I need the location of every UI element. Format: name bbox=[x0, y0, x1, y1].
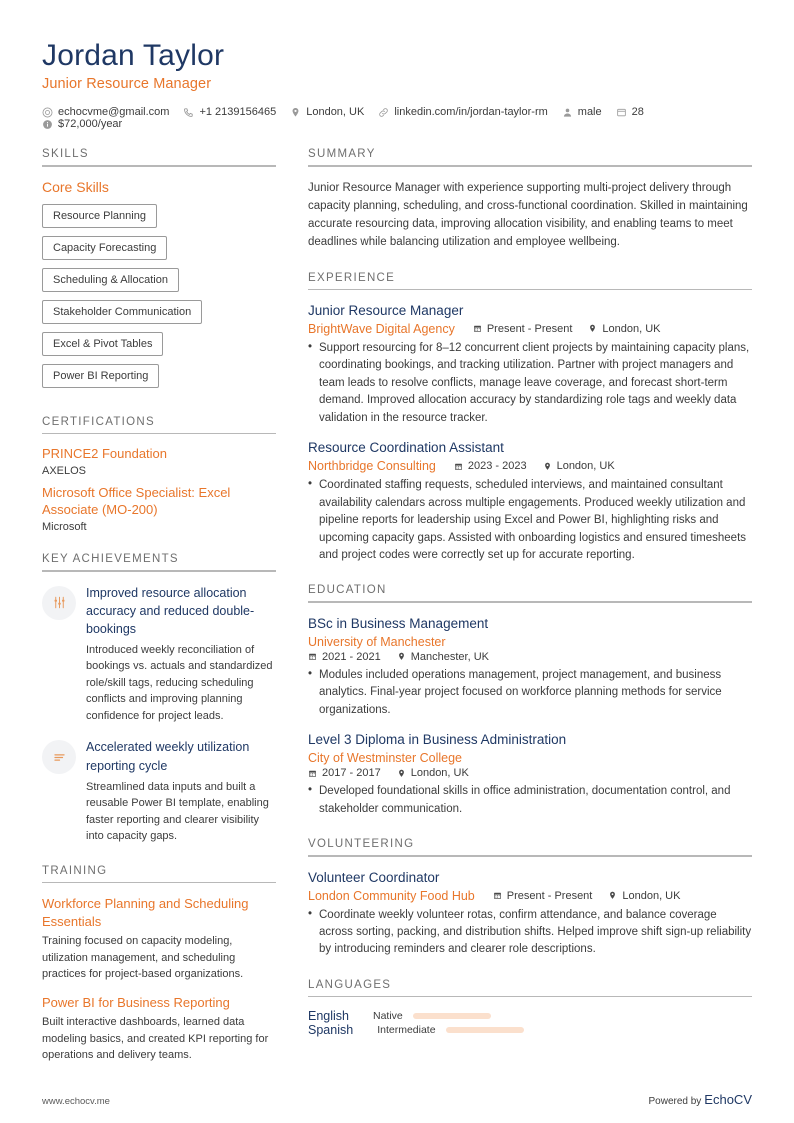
achievement-body bbox=[86, 738, 276, 844]
achievement-description: Streamlined data inputs and built a reusable Power BI template, enabling faster reporting and clearer visibility into capacity gaps. bbox=[86, 780, 269, 843]
language-list bbox=[308, 1009, 752, 1037]
experience-meta bbox=[308, 459, 752, 473]
education-dates bbox=[308, 767, 381, 779]
section-divider bbox=[308, 855, 752, 857]
certification-name: PRINCE2 Foundation bbox=[42, 446, 168, 462]
section-summary-heading: SUMMARY bbox=[308, 148, 376, 161]
section-skills bbox=[42, 148, 276, 396]
experience-organization: BrightWave Digital Agency bbox=[308, 321, 455, 336]
section-summary bbox=[308, 148, 752, 251]
volunteering-organization: London Community Food Hub bbox=[308, 888, 475, 903]
calendar-icon bbox=[493, 891, 502, 900]
footer-powered-by bbox=[648, 1092, 752, 1107]
footer-brand: EchoCV bbox=[704, 1092, 752, 1107]
certification-item bbox=[42, 446, 276, 477]
education-location bbox=[397, 651, 489, 663]
location-pin-icon bbox=[397, 769, 406, 778]
language-item bbox=[308, 1009, 491, 1023]
experience-meta bbox=[308, 322, 752, 336]
experience-entry bbox=[308, 302, 752, 427]
experience-organization: Northbridge Consulting bbox=[308, 459, 436, 474]
contact-email-value: echocvme@gmail.com bbox=[58, 106, 170, 119]
education-entry bbox=[308, 731, 752, 818]
section-key-achievements-heading: KEY ACHIEVEMENTS bbox=[42, 553, 179, 566]
section-skills-heading: SKILLS bbox=[42, 148, 89, 161]
align-left-icon bbox=[52, 750, 67, 765]
education-title: BSc in Business Management bbox=[308, 615, 489, 631]
bullet-item: • Coordinate weekly volunteer rotas, confirm attendance, and balance coverage across sorting, packing, and distribution shifts. Helped improve shift sign-up reliability by introducing reminders and clearer role descriptions. bbox=[308, 907, 752, 959]
experience-location-value: London, UK bbox=[556, 460, 615, 473]
volunteering-bullets bbox=[308, 907, 752, 959]
contact-phone[interactable] bbox=[183, 106, 276, 118]
education-location bbox=[397, 767, 469, 779]
bullet-item: • Support resourcing for 8–12 concurrent client projects by maintaining capacity plans, coordinating bookings, and tracking utilization. Partner with project managers and team leads to resolve conflicts, manage leave coverage, and forecast short-term demand. Improved allocation accuracy by standardizing role tags and weekly data validation in the resource tracker. bbox=[308, 340, 752, 427]
achievement-title: Accelerated weekly utilization reporting cycle bbox=[86, 740, 250, 773]
experience-bullets bbox=[308, 340, 752, 427]
section-divider bbox=[42, 882, 276, 884]
skill-chip: Scheduling & Allocation bbox=[42, 268, 179, 292]
education-location-value: Manchester, UK bbox=[410, 650, 489, 663]
education-dates-value: 2017 - 2017 bbox=[322, 767, 381, 780]
location-pin-icon bbox=[290, 107, 301, 118]
training-name: Workforce Planning and Scheduling Essentials bbox=[42, 896, 249, 929]
certification-issuer: AXELOS bbox=[42, 465, 87, 478]
contact-email[interactable] bbox=[42, 106, 169, 118]
skill-chip: Excel & Pivot Tables bbox=[42, 332, 163, 356]
skill-group-name: Core Skills bbox=[42, 178, 109, 195]
experience-entry bbox=[308, 439, 752, 564]
education-meta bbox=[308, 651, 752, 663]
summary-text: Junior Resource Manager with experience supporting multi-project delivery through capacity planning, scheduling, and cross-functional coordination. Skilled in maintaining accurate resourcing data, improving allocation visibility, and enabling teams to meet deadlines while balancing utilization and employee wellbeing. bbox=[308, 181, 748, 249]
language-proficiency-bar bbox=[446, 1027, 524, 1033]
achievement-item bbox=[42, 738, 276, 844]
training-description: Training focused on capacity modeling, utilization management, and scheduling practices for project-based organizations. bbox=[42, 935, 244, 981]
achievement-title: Improved resource allocation accuracy and reduced double-bookings bbox=[86, 585, 255, 636]
footer-website[interactable]: www.echocv.me bbox=[42, 1096, 110, 1107]
volunteering-location bbox=[608, 890, 680, 902]
skill-chip-list bbox=[42, 204, 276, 396]
bullet-item: • Developed foundational skills in office administration, documentation control, and stakeholder communication. bbox=[308, 783, 752, 818]
volunteering-dates-value: Present - Present bbox=[506, 889, 593, 902]
achievement-icon-badge bbox=[42, 586, 76, 620]
experience-bullets bbox=[308, 477, 752, 564]
volunteering-dates bbox=[493, 890, 593, 902]
sliders-icon bbox=[52, 595, 67, 610]
education-title: Level 3 Diploma in Business Administration bbox=[308, 732, 567, 748]
section-education-heading: EDUCATION bbox=[308, 584, 387, 597]
section-languages bbox=[308, 979, 752, 1038]
contact-gender bbox=[562, 106, 602, 118]
contact-location-value: London, UK bbox=[306, 106, 365, 119]
education-meta bbox=[308, 767, 752, 779]
location-pin-icon bbox=[608, 891, 617, 900]
link-icon bbox=[378, 107, 389, 118]
achievement-description: Introduced weekly reconciliation of bookings vs. actuals and standardized role/skill tags, reducing scheduling conflicts and improving planning confidence for project leads. bbox=[86, 643, 273, 722]
language-item bbox=[308, 1023, 524, 1037]
resume-header bbox=[42, 38, 752, 130]
contact-linkedin[interactable] bbox=[378, 106, 547, 118]
education-location-value: London, UK bbox=[410, 767, 469, 780]
experience-title: Junior Resource Manager bbox=[308, 303, 464, 319]
education-organization: University of Manchester bbox=[308, 634, 446, 649]
section-training bbox=[42, 865, 276, 1064]
achievement-item bbox=[42, 584, 276, 725]
calendar-icon bbox=[308, 652, 317, 661]
contact-location bbox=[290, 106, 364, 118]
volunteering-title: Volunteer Coordinator bbox=[308, 869, 440, 885]
calendar-icon bbox=[454, 462, 463, 471]
section-divider bbox=[42, 570, 276, 572]
contact-age-value: 28 bbox=[631, 106, 644, 119]
language-name: Spanish bbox=[308, 1023, 354, 1038]
experience-title: Resource Coordination Assistant bbox=[308, 440, 504, 456]
volunteering-meta bbox=[308, 889, 752, 903]
skill-chip: Stakeholder Communication bbox=[42, 300, 202, 324]
language-name: English bbox=[308, 1009, 349, 1024]
achievement-body bbox=[86, 584, 276, 725]
person-icon bbox=[562, 107, 573, 118]
skill-chip: Capacity Forecasting bbox=[42, 236, 167, 260]
calendar-icon bbox=[616, 107, 627, 118]
education-dates-value: 2021 - 2021 bbox=[322, 650, 381, 663]
experience-dates-value: 2023 - 2023 bbox=[467, 460, 527, 473]
bullet-item: • Modules included operations management, project management, and business analytics. Final-year project focused on workforce planning methods for service organizations. bbox=[308, 667, 752, 719]
skill-chip: Resource Planning bbox=[42, 204, 157, 228]
experience-location-value: London, UK bbox=[602, 322, 661, 335]
location-pin-icon bbox=[588, 324, 597, 333]
skill-chip: Power BI Reporting bbox=[42, 364, 159, 388]
experience-dates bbox=[473, 323, 573, 335]
bullet-item: • Coordinated staffing requests, scheduled interviews, and maintained consultant availability calendars across multiple engagements. Produced weekly utilization and pipeline reports for leadership using Excel and Power BI, highlighting risks and upcoming capacity gaps. Assisted with onboarding logistics and ensured timesheets and project codes were correctly set up for accurate reporting. bbox=[308, 477, 752, 564]
info-icon bbox=[42, 119, 53, 130]
section-languages-heading: LANGUAGES bbox=[308, 978, 392, 991]
training-name: Power BI for Business Reporting bbox=[42, 994, 230, 1010]
section-divider bbox=[308, 601, 752, 603]
training-item bbox=[42, 994, 276, 1064]
candidate-name: Jordan Taylor bbox=[42, 39, 225, 72]
volunteering-location-value: London, UK bbox=[622, 889, 681, 902]
resume-footer bbox=[42, 1092, 752, 1107]
experience-location bbox=[543, 460, 615, 472]
phone-icon bbox=[183, 107, 194, 118]
experience-dates bbox=[454, 460, 527, 472]
education-entry bbox=[308, 615, 752, 719]
section-divider bbox=[308, 289, 752, 291]
section-volunteering bbox=[308, 838, 752, 959]
contact-salary-value: $72,000/year bbox=[58, 118, 123, 131]
section-divider bbox=[308, 996, 752, 998]
section-divider bbox=[42, 165, 276, 167]
contact-row bbox=[42, 106, 752, 130]
experience-dates-value: Present - Present bbox=[486, 322, 573, 335]
section-certifications bbox=[42, 416, 276, 533]
language-level: Intermediate bbox=[377, 1024, 436, 1037]
contact-salary bbox=[42, 118, 122, 130]
language-proficiency-bar bbox=[413, 1013, 491, 1019]
education-bullets bbox=[308, 783, 752, 818]
experience-location bbox=[588, 323, 660, 335]
certification-name: Microsoft Office Specialist: Excel Associate (MO-200) bbox=[42, 485, 231, 518]
section-education bbox=[308, 584, 752, 818]
education-organization: City of Westminster College bbox=[308, 751, 462, 766]
certification-issuer: Microsoft bbox=[42, 521, 87, 534]
sidebar-column bbox=[42, 148, 300, 1083]
achievement-icon-badge bbox=[42, 740, 76, 774]
calendar-icon bbox=[308, 769, 317, 778]
section-divider bbox=[42, 433, 276, 435]
main-column bbox=[300, 148, 752, 1057]
section-volunteering-heading: VOLUNTEERING bbox=[308, 838, 415, 851]
contact-linkedin-value: linkedin.com/in/jordan-taylor-rm bbox=[394, 106, 548, 119]
email-icon bbox=[42, 107, 53, 118]
section-divider bbox=[308, 165, 752, 167]
section-training-heading: TRAINING bbox=[42, 864, 108, 877]
training-item bbox=[42, 895, 276, 983]
contact-phone-value: +1 2139156465 bbox=[199, 106, 277, 119]
candidate-job-title: Junior Resource Manager bbox=[42, 76, 212, 93]
section-certifications-heading: CERTIFICATIONS bbox=[42, 415, 155, 428]
training-description: Built interactive dashboards, learned data modeling basics, and created KPI reporting for operations and delivery teams. bbox=[42, 1016, 269, 1062]
location-pin-icon bbox=[543, 462, 552, 471]
section-key-achievements bbox=[42, 553, 276, 845]
section-experience-heading: EXPERIENCE bbox=[308, 271, 396, 284]
volunteering-entry bbox=[308, 869, 752, 959]
certification-item bbox=[42, 485, 276, 533]
calendar-icon bbox=[473, 324, 482, 333]
education-dates bbox=[308, 651, 381, 663]
footer-powered-by-label: Powered by bbox=[648, 1096, 702, 1107]
contact-gender-value: male bbox=[577, 106, 602, 119]
section-experience bbox=[308, 272, 752, 565]
resume-body bbox=[42, 148, 752, 1083]
location-pin-icon bbox=[397, 652, 406, 661]
education-bullets bbox=[308, 667, 752, 719]
language-level: Native bbox=[373, 1010, 403, 1023]
contact-age bbox=[616, 106, 644, 118]
